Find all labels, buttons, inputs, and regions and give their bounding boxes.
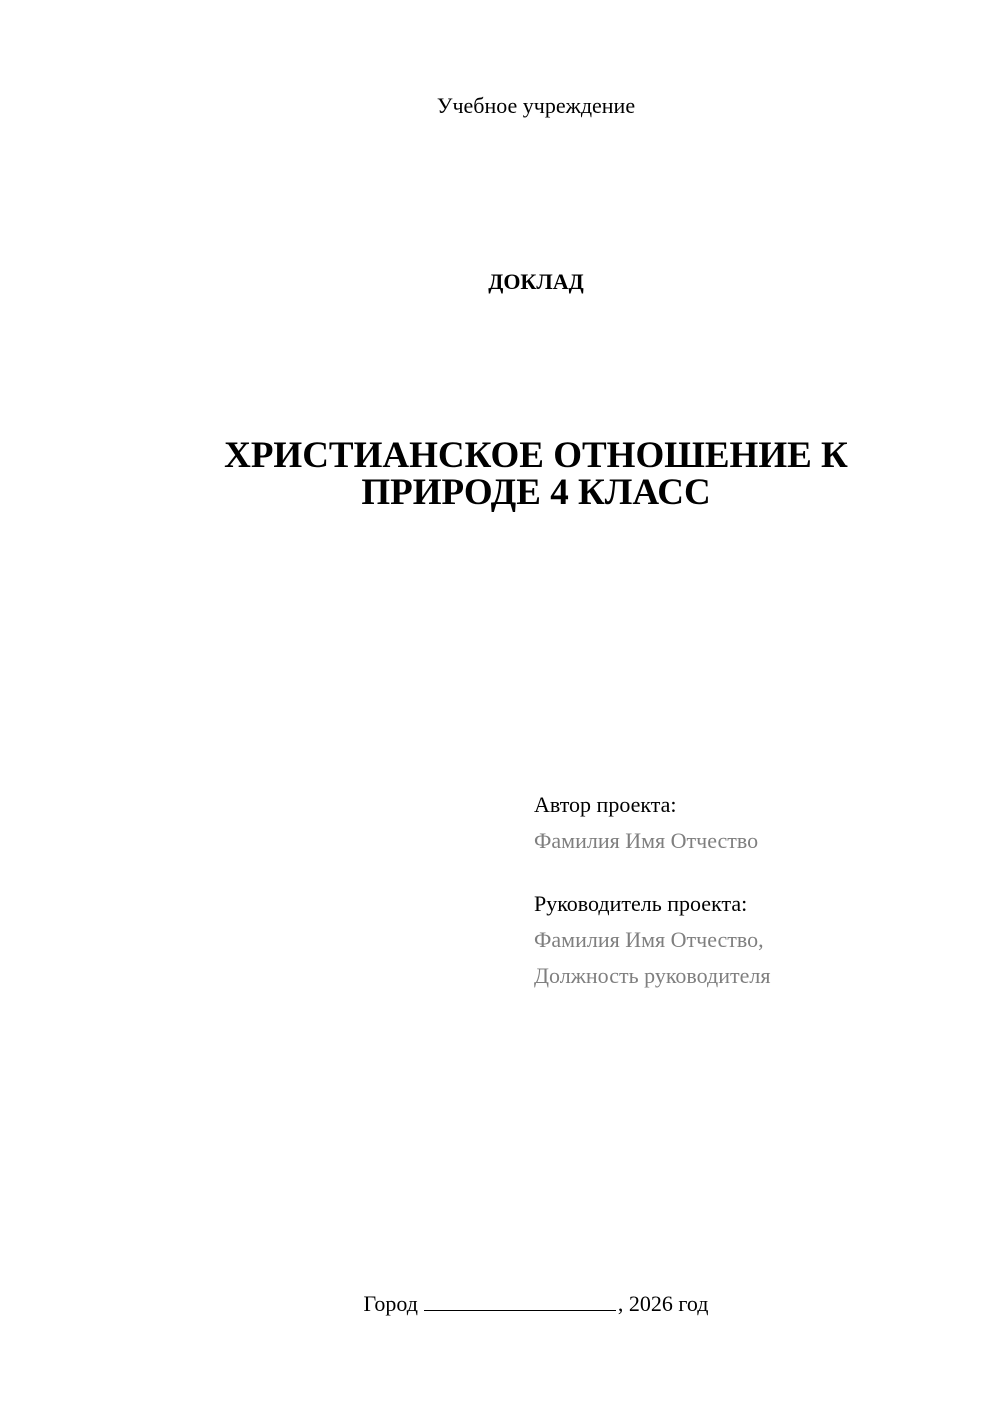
- city-label: Город: [363, 1291, 418, 1316]
- supervisor-name: Фамилия Имя Отчество,: [534, 927, 764, 952]
- credits-block: [534, 787, 974, 994]
- city-blank-line: [424, 1290, 616, 1311]
- document-title: [150, 437, 922, 511]
- document-type: ДОКЛАД: [488, 269, 584, 294]
- city-year-line: [0, 1290, 1000, 1318]
- year-text: , 2026 год: [617, 1291, 709, 1316]
- document-title-line-1: ХРИСТИАНСКОЕ ОТНОШЕНИЕ К: [224, 435, 848, 476]
- supervisor-label: Руководитель проекта:: [534, 891, 748, 916]
- institution-name: Учебное учреждение: [436, 93, 636, 118]
- author-name: Фамилия Имя Отчество: [534, 828, 759, 853]
- document-title-line-2: ПРИРОДЕ 4 КЛАСС: [361, 472, 711, 513]
- supervisor-position: Должность руководителя: [534, 963, 771, 988]
- author-label: Автор проекта:: [534, 792, 677, 817]
